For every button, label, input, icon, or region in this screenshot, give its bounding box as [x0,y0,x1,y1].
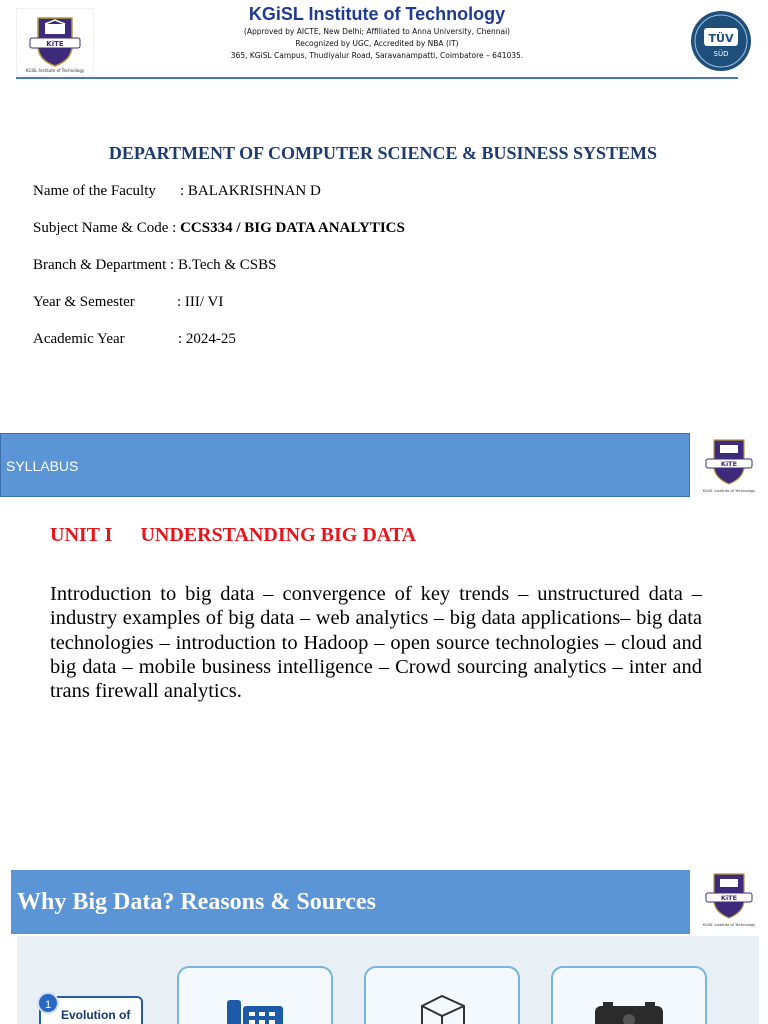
faculty-row [33,183,321,200]
unit-heading [50,524,416,547]
device-card [551,966,707,1024]
header-divider [16,77,738,79]
subject-label: Subject Name & Code : [33,220,177,236]
device-icon [589,996,669,1024]
telephone-icon [221,994,291,1024]
unit-content: Introduction to big data – convergence of key trends – unstructured data – industry examples of big data – web analytics – big data applications– big data technologies – introduction to Hadoop – open source technologies – cloud and big data – mobile business intelligence – Crowd sourcing analytics – inter and trans firewall analytics. [50,583,702,703]
unit-title: UNDERSTANDING BIG DATA [140,524,417,546]
subject-value: CCS334 / BIG DATA ANALYTICS [180,220,405,236]
computer-icon [408,992,478,1024]
svg-text:TÜV: TÜV [708,32,734,45]
unit-number: UNIT I [50,524,113,546]
branch-label: Branch & Department : B.Tech & CSBS [33,257,277,273]
computer-card [364,966,520,1024]
academic-value: : 2024-25 [178,331,236,347]
syllabus-label: SYLLABUS [6,458,79,474]
svg-text:KiTE: KiTE [720,894,738,902]
step-label: Evolution of [61,1008,131,1022]
address-line: 365, KGiSL Campus, Thudiyalur Road, Saravanampatti, Coimbatore – 641035. [230,51,524,60]
branch-row [33,257,277,274]
svg-text:KGiSL Institute of Technology: KGiSL Institute of Technology [702,489,756,493]
telephone-card [177,966,333,1024]
svg-text:KGiSL Institute of Technology: KGiSL Institute of Technology [25,68,85,73]
tuv-certification-logo [690,10,752,72]
faculty-value: : BALAKRISHNAN D [180,183,321,199]
institute-name: KGiSL Institute of Technology [248,4,506,24]
year-label: Year & Semester [33,294,135,310]
institute-logo-small [692,434,766,496]
year-value: : III/ VI [177,294,224,310]
recognition-line: Recognized by UGC, Accredited by NBA (IT) [295,39,459,48]
why-big-data-banner [11,870,690,934]
syllabus-banner [0,433,690,497]
svg-text:SÜD: SÜD [713,50,729,58]
institute-logo-small-2 [692,868,766,930]
academic-label: Academic Year [33,331,125,347]
academic-year-row [33,331,236,348]
faculty-label: Name of the Faculty [33,183,156,199]
svg-text:KiTE: KiTE [46,40,64,48]
subject-row [33,220,405,237]
step-number-badge: 1 [37,992,59,1014]
year-row [33,294,224,311]
institute-logo [16,8,94,76]
reasons-graphic-panel [17,936,759,1024]
department-title: DEPARTMENT OF COMPUTER SCIENCE & BUSINESS SYSTEMS [108,143,658,163]
svg-text:KiTE: KiTE [720,460,738,468]
why-big-data-title: Why Big Data? Reasons & Sources [17,889,376,915]
svg-text:KGiSL Institute of Technology: KGiSL Institute of Technology [702,923,756,927]
approval-line: (Approved by AICTE, New Delhi; Affiliated to Anna University, Chennai) [243,27,511,36]
